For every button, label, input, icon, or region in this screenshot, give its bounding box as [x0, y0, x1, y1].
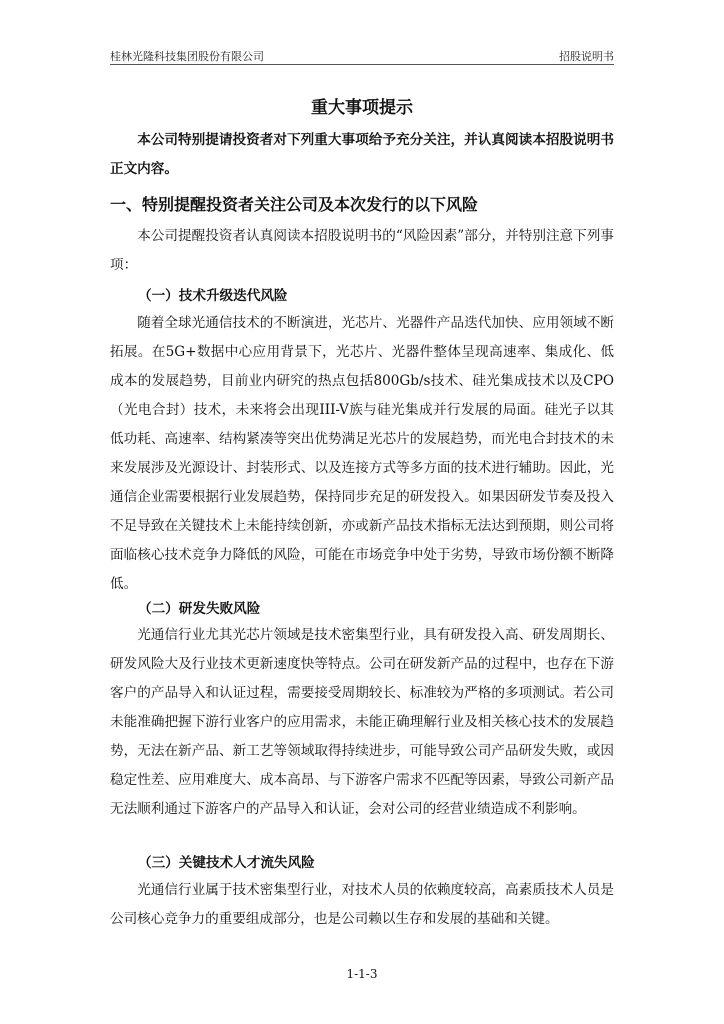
- section-lead-paragraph: 本公司提醒投资者认真阅读本招股说明书的“风险因素”部分，并特别注意下列事项：: [110, 228, 614, 273]
- risk-heading-talent-loss: （三）关键技术人才流失风险: [138, 855, 315, 871]
- page-header: [110, 46, 614, 65]
- risk-body-tech-upgrade: 随着全球光通信技术的不断演进，光芯片、光器件产品迭代加快、应用领域不断拓展。在5G+数据中心应用背景下，光芯片、光器件整体呈现高速率、集成化、低成本的发展趋势，目前业内研究的热点包括800Gb/s技术、硅光集成技术以及CPO（光电合封）技术，未来将会出现III-V族与硅光集成并行发展的局面。硅光子以其低功耗、高速率、结构紧凑等突出优势满足光芯片的发展趋势，而光电合封技术的未来发展涉及光源设计、封装形式、以及连接方式等多方面的技术进行辅助。因此，光通信企业需要根据行业发展趋势，保持同步充足的研发投入。如果因研发节奏及投入不足导致在关键技术上未能持续创新，亦或新产品技术指标无法达到预期，则公司将面临核心技术竞争力降低的风险，可能在市场竞争中处于劣势，导致市场份额不断降低。: [110, 315, 614, 592]
- intro-paragraph: 本公司特别提请投资者对下列重大事项给予充分关注，并认真阅读本招股说明书正文内容。: [110, 132, 614, 177]
- risk-heading-rd-failure: （二）研发失败风险: [138, 601, 261, 617]
- header-document-type: 招股说明书: [559, 50, 614, 63]
- risk-body-rd-failure: 光通信行业尤其光芯片领域是技术密集型行业，具有研发投入高、研发周期长、研发风险大及行业技术更新速度快等特点。公司在研发新产品的过程中，也存在下游客户的产品导入和认证过程，需要接受周期较长、标准较为严格的多项测试。若公司未能准确把握下游行业客户的应用需求，未能正确理解行业及相关核心技术的发展趋势，无法在新产品、新工艺等领域取得持续进步，可能导致公司产品研发失败，或因稳定性差、应用难度大、成本高昂、与下游客户需求不匹配等因素，导致公司新产品无法顺利通过下游客户的产品导入和认证，会对公司的经营业绩造成不利影响。: [110, 627, 614, 817]
- risk-body-talent-loss: 光通信行业属于技术密集型行业，对技术人员的依赖度较高，高素质技术人员是公司核心竞争力的重要组成部分，也是公司赖以生存和发展的基础和关键。: [110, 882, 614, 927]
- header-company-name: 桂林光隆科技集团股份有限公司: [110, 50, 264, 63]
- risk-heading-tech-upgrade: （一）技术升级迭代风险: [138, 288, 288, 304]
- page-title: 重大事项提示: [311, 98, 413, 118]
- section-heading: 一、特别提醒投资者关注公司及本次发行的以下风险: [110, 195, 479, 214]
- page-number: 1-1-3: [346, 967, 378, 981]
